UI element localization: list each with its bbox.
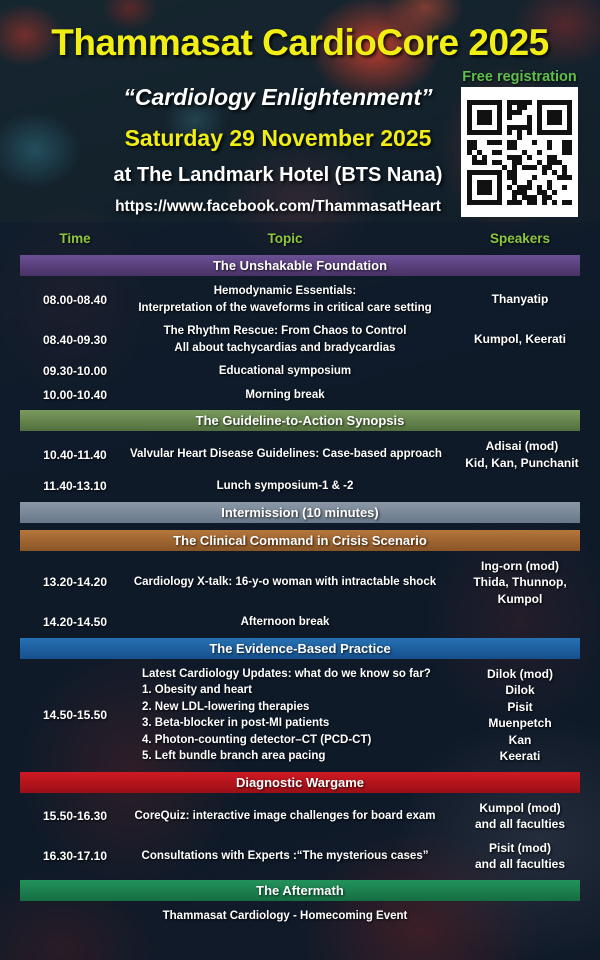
time-cell: 11.40-13.10: [43, 479, 107, 494]
speakers-cell: Pisit (mod) and all faculties: [474, 840, 566, 871]
schedule-row: [0, 840, 600, 873]
topic-cell: Latest Cardiology Updates: what do we know so far? 1. Obesity and heart 2. New LDL-lowering therapies 3. Beta-blocker in post-MI patients 4. Photon-counting detector–CT (PCD-CT) 5. Left bundle branch area pacing: [142, 667, 431, 762]
speakers-cell: Ing-orn (mod) Thida, Thunnop, Kumpol: [473, 558, 567, 606]
speakers-cell: Adisai (mod) Kid, Kan, Punchanit: [465, 439, 579, 470]
section-header-the-aftermath: The Aftermath: [20, 880, 580, 901]
section-header-intermission-10-minutes: Intermission (10 minutes): [20, 502, 580, 523]
topic-cell: Cardiology X-talk: 16-y-o woman with intractable shock: [133, 576, 437, 588]
topic-cell: Thammasat Cardiology - Homecoming Event: [162, 909, 408, 922]
time-cell: 08.00-08.40: [42, 292, 108, 307]
section-header-the-clinical-command-in-crisis-scenario: The Clinical Command in Crisis Scenario: [20, 530, 580, 551]
schedule-row: [0, 387, 600, 404]
section-header-diagnostic-wargame: Diagnostic Wargame: [20, 772, 580, 793]
column-header-row: [0, 226, 600, 250]
time-cell: 08.40-09.30: [42, 332, 108, 347]
time-cell: 09.30-10.00: [42, 364, 108, 379]
schedule-row: [0, 323, 600, 356]
time-cell: 10.40-11.40: [43, 447, 107, 462]
event-date: Saturday 29 November 2025: [124, 125, 432, 151]
schedule-row: [0, 666, 600, 765]
schedule-row: [0, 558, 600, 608]
time-cell: 15.50-16.30: [42, 809, 108, 823]
facebook-url-link[interactable]: https://www.facebook.com/ThammasatHeart: [115, 198, 441, 215]
topic-cell: Valvular Heart Disease Guidelines: Case-based approach: [130, 448, 442, 461]
column-header-time: Time: [59, 230, 91, 246]
time-cell: 13.20-14.20: [42, 575, 108, 590]
schedule-row: [0, 438, 600, 471]
schedule-rows: [0, 255, 600, 924]
free-registration-label: Free registration: [462, 69, 577, 85]
column-header-topic: Topic: [267, 230, 303, 246]
time-cell: 10.00-10.40: [42, 387, 108, 402]
schedule-row: [0, 478, 600, 495]
event-title: Thammasat CardioCore 2025: [51, 22, 549, 63]
topic-cell: The Rhythm Rescue: From Chaos to Control All about tachycardias and bradycardias: [163, 325, 407, 354]
topic-cell: Consultations with Experts :“The mysterious cases”: [141, 849, 429, 862]
poster-header: [0, 0, 600, 222]
section-header-the-evidence-based-practice: The Evidence-Based Practice: [20, 638, 580, 659]
schedule-table: [0, 226, 600, 931]
schedule-row: [0, 800, 600, 833]
time-cell: 16.30-17.10: [42, 849, 108, 863]
schedule-row: [0, 614, 600, 631]
time-cell: 14.50-15.50: [42, 708, 108, 722]
schedule-row: [0, 283, 600, 316]
column-header-speakers: Speakers: [489, 230, 551, 246]
event-subtitle: “Cardiology Enlightenment”: [123, 84, 433, 110]
speakers-cell: Kumpol (mod) and all faculties: [474, 800, 566, 831]
topic-cell: Lunch symposium-1 & -2: [216, 480, 354, 492]
topic-cell: Hemodynamic Essentials: Interpretation of the waveforms in critical care setting: [138, 285, 432, 314]
speakers-cell: Thanyatip: [491, 292, 549, 307]
event-venue: at The Landmark Hotel (BTS Nana): [113, 164, 443, 186]
topic-cell: Morning break: [245, 388, 325, 401]
schedule-row: [0, 363, 600, 380]
topic-cell: CoreQuiz: interactive image challenges for board exam: [134, 809, 436, 822]
speakers-cell: Kumpol, Keerati: [473, 332, 566, 347]
topic-cell: Afternoon break: [240, 616, 330, 628]
event-details: [0, 84, 556, 216]
speakers-cell: Dilok (mod) Dilok Pisit Muenpetch Kan Keerati: [487, 666, 553, 763]
topic-cell: Educational symposium: [218, 365, 352, 377]
section-header-the-unshakable-foundation: The Unshakable Foundation: [20, 255, 580, 276]
section-header-the-guideline-to-action-synopsis: The Guideline-to-Action Synopsis: [20, 410, 580, 431]
time-cell: 14.20-14.50: [42, 615, 108, 630]
schedule-row: [0, 908, 600, 925]
